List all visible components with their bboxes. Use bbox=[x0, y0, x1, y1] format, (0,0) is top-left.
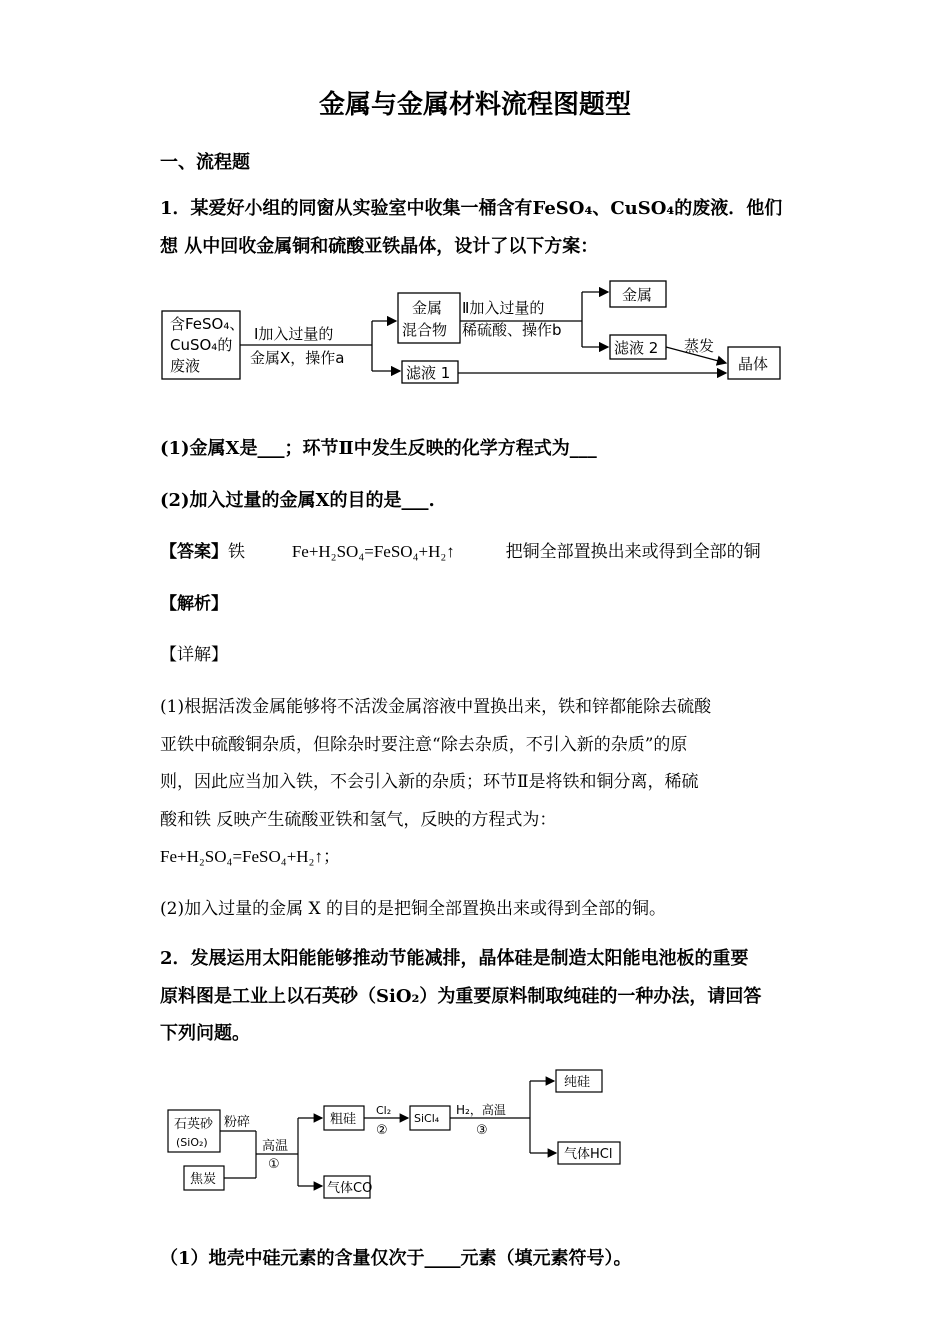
coke-text: 焦炭 bbox=[190, 1172, 217, 1187]
q1-text-line1: 1．某爱好小组的同窗从实验室中收集一桶含有FeSO₄、CuSO₄的废液．他们 bbox=[160, 198, 783, 219]
box-mix-text-2: 混合物 bbox=[402, 321, 448, 339]
detail-line2: 亚铁中硫酸铜杂质，但除杂时要注意“除去杂质，不引入新的杂质”的原 bbox=[160, 735, 688, 755]
step2-label-1: Ⅱ加入过量的 bbox=[462, 299, 545, 317]
step2-label-2: 稀硫酸、操作b bbox=[462, 321, 562, 339]
grind-label: 粉碎 bbox=[224, 1115, 251, 1130]
co-text: 气体CO bbox=[327, 1181, 373, 1196]
q1-text-line2: 想 从中回收金属铜和硫酸亚铁晶体，设计了以下方案： bbox=[160, 236, 599, 257]
quartz-text-1: 石英砂 bbox=[174, 1117, 214, 1132]
answer-label: 【答案】 bbox=[160, 542, 228, 562]
analysis-label: 【解析】 bbox=[160, 594, 228, 614]
box-waste-text-1: 含FeSO₄、 bbox=[170, 315, 245, 333]
section-heading: 一、流程题 bbox=[160, 152, 250, 173]
step1-label-2: 金属X，操作a bbox=[250, 349, 345, 367]
crude-si-text: 粗硅 bbox=[330, 1112, 357, 1127]
box-crystal-text: 晶体 bbox=[738, 355, 769, 373]
box-mix-text-1: 金属 bbox=[412, 299, 443, 317]
box-filtrate2-text: 滤液 2 bbox=[614, 339, 659, 357]
hcl-text: 气体HCl bbox=[564, 1147, 613, 1162]
step1-mark: ① bbox=[268, 1157, 280, 1172]
box-waste-text-2: CuSO₄的 bbox=[170, 336, 233, 354]
detail-line4: 酸和铁 反映产生硫酸亚铁和氢气，反映的方程式为： bbox=[160, 810, 557, 830]
step1-label-1: Ⅰ加入过量的 bbox=[254, 325, 334, 343]
cl2-label: Cl₂ bbox=[376, 1104, 392, 1117]
q1-answer-row bbox=[160, 537, 761, 562]
q2-text-line2: 原料图是工业上以石英砂（SiO₂）为重要原料制取纯硅的一种办法，请回答 bbox=[160, 986, 762, 1007]
q1-sub2: (2)加入过量的金属X的目的是___. bbox=[160, 490, 435, 511]
answer-c: 把铜全部置换出来或得到全部的铜 bbox=[505, 542, 761, 562]
q2-sub1: （1）地壳中硅元素的含量仅次于____元素（填元素符号）。 bbox=[160, 1248, 632, 1269]
q1-sub1: (1)金属X是___；环节Ⅱ中发生反映的化学方程式为___ bbox=[160, 438, 597, 459]
step2-mark: ② bbox=[376, 1123, 388, 1138]
page-title: 金属与金属材料流程图题型 bbox=[318, 90, 631, 120]
q2-text-line1: 2．发展运用太阳能能够推动节能减排，晶体硅是制造太阳能电池板的重要 bbox=[160, 948, 749, 969]
detail-label: 【详解】 bbox=[160, 645, 228, 665]
box-waste-text-3: 废液 bbox=[170, 357, 201, 375]
h2-high-temp-label: H₂，高温 bbox=[456, 1103, 506, 1117]
answer-a: 铁 bbox=[228, 542, 245, 562]
answer-b: Fe+H₂SO₄=FeSO₄+H₂↑ bbox=[291, 542, 455, 561]
sicl4-text: SiCl₄ bbox=[414, 1112, 440, 1125]
q1-flowchart bbox=[150, 275, 800, 395]
box-filtrate1-text: 滤液 1 bbox=[406, 364, 451, 382]
high-temp-label: 高温 bbox=[262, 1139, 289, 1154]
detail-line5: Fe+H₂SO₄=FeSO₄+H₂↑； bbox=[160, 847, 340, 866]
quartz-text-2: (SiO₂) bbox=[176, 1136, 208, 1149]
q2-text-line3: 下列问题。 bbox=[160, 1023, 250, 1044]
box-metal-text: 金属 bbox=[622, 286, 653, 304]
detail-line6: (2)加入过量的金属 X 的目的是把铜全部置换出来或得到全部的铜。 bbox=[160, 899, 666, 919]
detail-line1: (1)根据活泼金属能够将不活泼金属溶液中置换出来，铁和锌都能除去硫酸 bbox=[160, 697, 712, 717]
step3-mark: ③ bbox=[476, 1123, 488, 1138]
detail-line3: 则，因此应当加入铁，不会引入新的杂质；环节Ⅱ是将铁和铜分离，稀硫 bbox=[160, 772, 699, 792]
evaporate-label: 蒸发 bbox=[684, 337, 715, 355]
pure-si-text: 纯硅 bbox=[564, 1075, 591, 1090]
q2-flowchart bbox=[160, 1060, 640, 1210]
